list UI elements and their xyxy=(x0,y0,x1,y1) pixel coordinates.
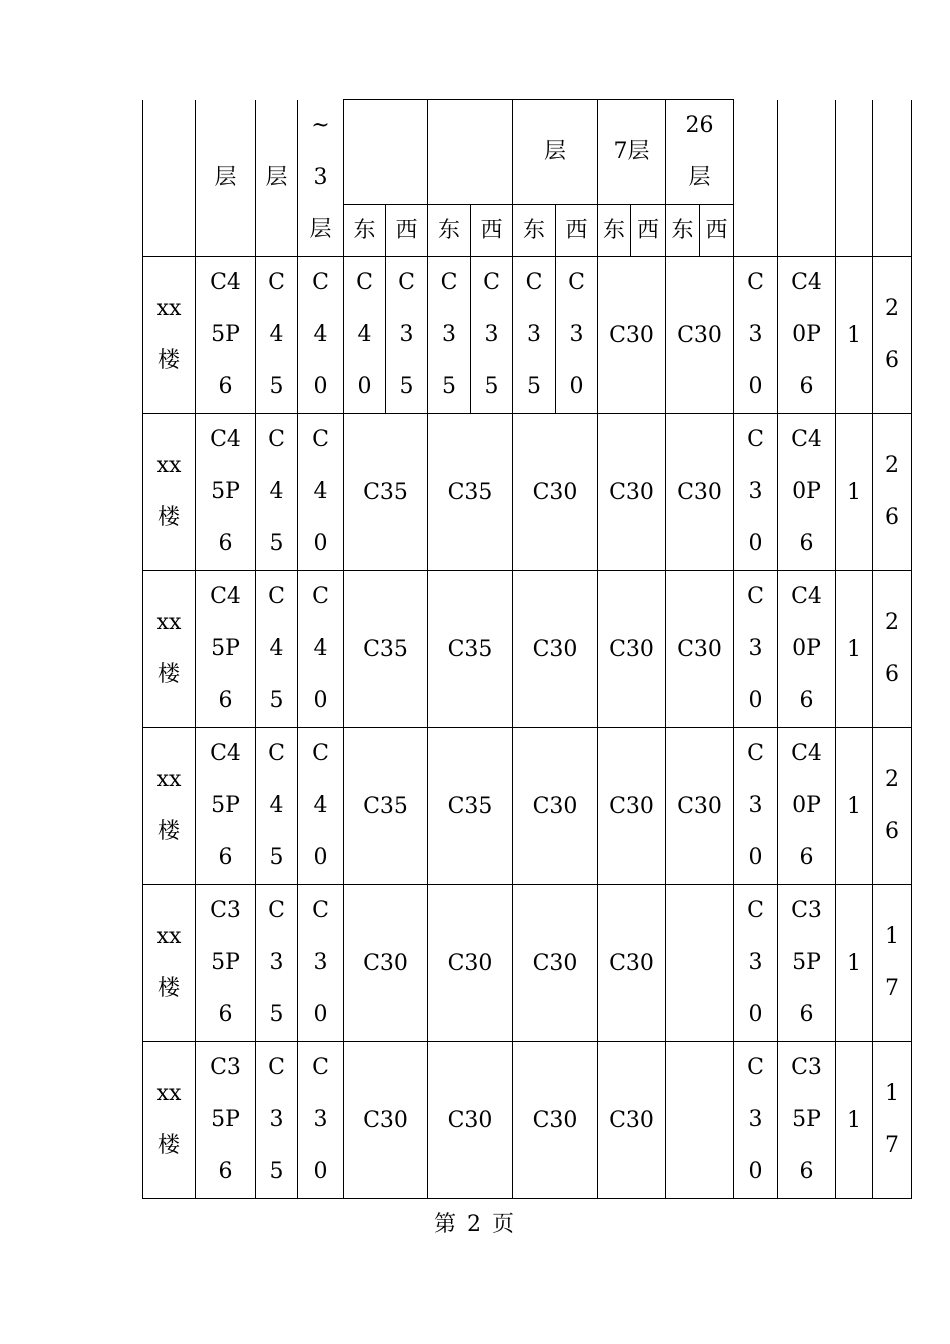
grade-cell-c7 xyxy=(598,885,666,1042)
cell-text: 2 xyxy=(885,453,900,478)
cell-text: C3 xyxy=(210,1055,241,1080)
cell-text: C3 xyxy=(791,1055,822,1080)
cell-text: C30 xyxy=(532,636,578,662)
cell-text: C30 xyxy=(532,950,578,976)
grade-cell-c2 xyxy=(256,1042,298,1199)
grade-cell-c9 xyxy=(734,414,778,571)
cell-text: 0 xyxy=(748,374,763,399)
cell-text: 0 xyxy=(569,374,584,399)
header-subcell-west xyxy=(386,205,428,257)
table-row xyxy=(143,1042,912,1199)
cell-text: C35 xyxy=(447,479,493,505)
cell-text: 4 xyxy=(313,793,328,818)
cell-text: 1 xyxy=(847,322,862,348)
cell-text: 5P xyxy=(211,1107,240,1132)
count-cell xyxy=(836,571,873,728)
cell-text: 5 xyxy=(442,374,456,399)
grade-cell-c1 xyxy=(196,571,256,728)
cell-text: 4 xyxy=(269,636,284,661)
cell-text: 3 xyxy=(748,950,763,975)
cell-text: 6 xyxy=(885,662,900,687)
cell-text: 5 xyxy=(269,845,284,870)
page-number: 第 2 页 xyxy=(434,1212,516,1237)
cell-text: 5 xyxy=(269,531,284,556)
cell-text: 5 xyxy=(269,1159,284,1184)
cell-text: C30 xyxy=(609,479,654,505)
grade-cell-c5 xyxy=(428,1042,513,1199)
grade-cell-c5 xyxy=(428,885,513,1042)
cell-text: ~ xyxy=(311,112,330,138)
cell-text: 层 xyxy=(214,164,237,190)
grade-cell-c6 xyxy=(513,414,598,571)
cell-text: 层 xyxy=(544,139,567,164)
grade-cell-c7 xyxy=(598,414,666,571)
cell-text: 西 xyxy=(565,217,588,243)
cell-text: 3 xyxy=(748,479,763,504)
cell-text: 3 xyxy=(313,950,328,975)
header-subcell-west xyxy=(631,205,666,257)
cell-text: C xyxy=(747,427,764,452)
cell-text: 6 xyxy=(885,505,900,530)
grade-cell-c4 xyxy=(344,414,428,571)
table-row xyxy=(143,414,912,571)
cell-text: 0 xyxy=(357,374,372,399)
grade-cell-c3 xyxy=(298,1042,344,1199)
cell-text: 6 xyxy=(885,819,900,844)
cell-text: C4 xyxy=(210,427,241,452)
cell-text: C30 xyxy=(532,479,578,505)
cell-text: C35 xyxy=(363,793,408,819)
grade-cell-c8 xyxy=(666,885,734,1042)
cell-text: C4 xyxy=(791,270,822,295)
cell-text: 6 xyxy=(799,531,814,556)
cell-text: 5 xyxy=(269,1002,284,1027)
building-name-cell xyxy=(143,728,196,885)
cell-text: 0P xyxy=(792,322,821,347)
building-name-cell xyxy=(143,885,196,1042)
cell-text: C xyxy=(312,898,329,923)
grade-cell-c8 xyxy=(666,571,734,728)
grade-cell-c9 xyxy=(734,257,778,414)
cell-text: 3 xyxy=(748,322,763,347)
grade-subcell xyxy=(386,257,428,414)
cell-text: C xyxy=(568,270,585,295)
cell-text: 西 xyxy=(637,217,660,243)
header-cell-c5 xyxy=(428,100,513,205)
cell-text: 0P xyxy=(792,793,821,818)
cell-text: C4 xyxy=(791,741,822,766)
cell-text: 6 xyxy=(218,688,233,713)
grade-cell-c9 xyxy=(734,728,778,885)
count-cell xyxy=(836,728,873,885)
cell-text: C xyxy=(525,270,543,295)
cell-text: 6 xyxy=(218,1002,233,1027)
grade-cell-c1 xyxy=(196,885,256,1042)
cell-text: 0 xyxy=(313,845,328,870)
cell-text: xx xyxy=(156,767,182,792)
cell-text: 6 xyxy=(799,1159,814,1184)
cell-text: C xyxy=(747,584,764,609)
cell-text: C30 xyxy=(532,793,578,819)
floors-cell xyxy=(873,571,912,728)
cell-text: C30 xyxy=(447,950,493,976)
grade-cell-c2 xyxy=(256,414,298,571)
cell-text: 东 xyxy=(353,217,376,243)
grade-cell-c8 xyxy=(666,728,734,885)
table-row xyxy=(143,571,912,728)
cell-text: 东 xyxy=(522,217,545,243)
cell-text: 0P xyxy=(792,479,821,504)
cell-text: 6 xyxy=(799,1002,814,1027)
cell-text: 4 xyxy=(269,479,284,504)
grade-subcell xyxy=(556,257,598,414)
cell-text: C xyxy=(747,741,764,766)
cell-text: 2 xyxy=(885,296,900,321)
header-cell-c11 xyxy=(836,100,873,257)
cell-text: C xyxy=(312,1055,329,1080)
cell-text: C4 xyxy=(210,270,241,295)
cell-text: C xyxy=(398,270,415,295)
cell-text: 0 xyxy=(313,374,328,399)
cell-text: 6 xyxy=(885,348,900,373)
header-cell-c8 xyxy=(666,100,734,205)
grade-cell-c2 xyxy=(256,728,298,885)
cell-text: 3 xyxy=(748,793,763,818)
cell-text: 1 xyxy=(885,924,900,949)
cell-text: C4 xyxy=(791,584,822,609)
cell-text: 东 xyxy=(603,217,626,243)
cell-text: 1 xyxy=(847,793,862,819)
cell-text: 5 xyxy=(269,688,284,713)
cell-text: 西 xyxy=(480,217,503,243)
cell-text: 0 xyxy=(313,688,328,713)
cell-text: 5 xyxy=(269,374,284,399)
cell-text: 6 xyxy=(218,1159,233,1184)
cell-text: C4 xyxy=(210,741,241,766)
cell-text: 5P xyxy=(211,479,240,504)
cell-text: C xyxy=(312,584,329,609)
cell-text: C xyxy=(268,584,285,609)
grade-cell-c8 xyxy=(666,414,734,571)
grade-cell-c3 xyxy=(298,728,344,885)
cell-text: xx xyxy=(156,1081,182,1106)
cell-text: 0 xyxy=(748,531,763,556)
cell-text: 7 xyxy=(885,976,900,1001)
table-row xyxy=(143,885,912,1042)
header-cell-name xyxy=(143,100,196,257)
cell-text: 3 xyxy=(527,322,541,347)
grade-cell-c2 xyxy=(256,571,298,728)
header-subcell-west xyxy=(471,205,513,257)
cell-text: 楼 xyxy=(157,1133,180,1158)
cell-text: 5P xyxy=(211,636,240,661)
grade-subcell xyxy=(471,257,513,414)
grade-cell-c4 xyxy=(344,571,428,728)
cell-text: C30 xyxy=(677,479,722,505)
grade-cell-c1 xyxy=(196,414,256,571)
grade-cell-c10 xyxy=(778,571,836,728)
header-cell-c10 xyxy=(778,100,836,257)
cell-text: 0P xyxy=(792,636,821,661)
cell-text: 2 xyxy=(885,610,900,635)
cell-text: 楼 xyxy=(157,505,180,530)
cell-text: C xyxy=(312,270,329,295)
cell-text: 6 xyxy=(218,531,233,556)
cell-text: C4 xyxy=(210,584,241,609)
grade-cell-c6 xyxy=(513,571,598,728)
grade-cell-c3 xyxy=(298,257,344,414)
cell-text: C35 xyxy=(447,793,493,819)
floors-cell xyxy=(873,885,912,1042)
cell-text: 3 xyxy=(748,636,763,661)
cell-text: 6 xyxy=(218,374,233,399)
grade-cell-c4 xyxy=(344,885,428,1042)
cell-text: 4 xyxy=(313,636,328,661)
count-cell xyxy=(836,257,873,414)
cell-text: 0 xyxy=(313,1002,328,1027)
cell-text: C3 xyxy=(791,898,822,923)
grade-cell-c10 xyxy=(778,1042,836,1199)
cell-text: C30 xyxy=(609,322,654,348)
cell-text: 0 xyxy=(748,1159,763,1184)
grade-cell-c3 xyxy=(298,571,344,728)
cell-text: C30 xyxy=(609,950,654,976)
header-subcell-east xyxy=(513,205,556,257)
cell-text: C xyxy=(268,427,285,452)
cell-text: C30 xyxy=(677,322,722,348)
header-cell-c9 xyxy=(734,100,778,257)
cell-text: 0 xyxy=(748,688,763,713)
grade-cell-c6 xyxy=(513,728,598,885)
cell-text: 0 xyxy=(748,845,763,870)
cell-text: 4 xyxy=(269,793,284,818)
grade-subcell xyxy=(513,257,556,414)
cell-text: 5 xyxy=(527,374,541,399)
cell-text: 西 xyxy=(705,217,728,243)
floors-cell xyxy=(873,414,912,571)
grade-cell-c5 xyxy=(428,414,513,571)
grade-cell-c5 xyxy=(428,728,513,885)
grade-cell-c5 xyxy=(428,571,513,728)
cell-text: 0 xyxy=(313,1159,328,1184)
building-name-cell xyxy=(143,257,196,414)
count-cell xyxy=(836,414,873,571)
table-row xyxy=(143,728,912,885)
grade-cell-c9 xyxy=(734,1042,778,1199)
grade-cell-c7 xyxy=(598,571,666,728)
cell-text: C xyxy=(268,741,285,766)
cell-text: 东 xyxy=(437,217,460,243)
cell-text: 5P xyxy=(211,793,240,818)
header-subcell-west xyxy=(700,205,734,257)
cell-text: 5P xyxy=(211,322,240,347)
cell-text: 5 xyxy=(484,374,499,399)
cell-text: 0 xyxy=(748,1002,763,1027)
header-subcell-east xyxy=(666,205,700,257)
cell-text: 4 xyxy=(313,322,328,347)
cell-text: C35 xyxy=(447,636,493,662)
grade-cell-c6 xyxy=(513,1042,598,1199)
cell-text: 西 xyxy=(395,217,418,243)
header-cell-c12 xyxy=(873,100,912,257)
concrete-grade-table xyxy=(142,99,912,1199)
cell-text: C30 xyxy=(532,1107,578,1133)
cell-text: C35 xyxy=(363,636,408,662)
grade-cell-c8 xyxy=(666,257,734,414)
grade-cell-c7 xyxy=(598,1042,666,1199)
cell-text: 3 xyxy=(748,1107,763,1132)
cell-text: C xyxy=(440,270,458,295)
grade-cell-c1 xyxy=(196,257,256,414)
grade-cell-c9 xyxy=(734,571,778,728)
cell-text: C xyxy=(747,270,764,295)
cell-text: C xyxy=(268,270,285,295)
count-cell xyxy=(836,885,873,1042)
cell-text: 6 xyxy=(799,374,814,399)
cell-text: C30 xyxy=(363,1107,408,1133)
grade-cell-c10 xyxy=(778,257,836,414)
cell-text: 2 xyxy=(885,767,900,792)
cell-text: 东 xyxy=(671,217,694,243)
cell-text: xx xyxy=(156,610,182,635)
cell-text: C xyxy=(483,270,500,295)
grade-cell-c1 xyxy=(196,728,256,885)
cell-text: 层 xyxy=(309,216,332,242)
header-subcell-west xyxy=(556,205,598,257)
grade-cell-c7 xyxy=(598,728,666,885)
cell-text: 1 xyxy=(847,479,862,505)
cell-text: C xyxy=(747,898,764,923)
cell-text: 楼 xyxy=(157,819,180,844)
grade-cell-c2 xyxy=(256,885,298,1042)
grade-cell-c4 xyxy=(344,1042,428,1199)
cell-text: C30 xyxy=(609,1107,654,1133)
cell-text: 3 xyxy=(269,950,284,975)
cell-text: C xyxy=(312,427,329,452)
cell-text: xx xyxy=(156,453,182,478)
header-cell-c3 xyxy=(298,100,344,257)
cell-text: 7 xyxy=(885,1133,900,1158)
cell-text: 4 xyxy=(357,322,372,347)
cell-text: 4 xyxy=(269,322,284,347)
cell-text: C30 xyxy=(677,636,722,662)
cell-text: 5P xyxy=(792,950,821,975)
cell-text: C xyxy=(268,1055,285,1080)
cell-text: C35 xyxy=(363,479,408,505)
header-cell-c1 xyxy=(196,100,256,257)
grade-cell-c6 xyxy=(513,885,598,1042)
building-name-cell xyxy=(143,414,196,571)
cell-text: 1 xyxy=(847,636,862,662)
floors-cell xyxy=(873,728,912,885)
cell-text: 7层 xyxy=(613,139,650,164)
grade-cell-c10 xyxy=(778,728,836,885)
cell-text: xx xyxy=(156,296,182,321)
floors-cell xyxy=(873,1042,912,1199)
header-cell-c4 xyxy=(344,100,428,205)
cell-text: 层 xyxy=(688,165,711,190)
cell-text: 3 xyxy=(484,322,499,347)
cell-text: 3 xyxy=(313,164,328,190)
cell-text: C30 xyxy=(363,950,408,976)
cell-text: 3 xyxy=(269,1107,284,1132)
cell-text: xx xyxy=(156,924,182,949)
table-row xyxy=(143,257,912,414)
grade-cell-c8 xyxy=(666,1042,734,1199)
cell-text: 1 xyxy=(847,950,862,976)
cell-text: 5P xyxy=(211,950,240,975)
cell-text: 6 xyxy=(218,845,233,870)
cell-text: 3 xyxy=(399,322,414,347)
cell-text: C xyxy=(356,270,373,295)
cell-text: C xyxy=(747,1055,764,1080)
grade-cell-c3 xyxy=(298,885,344,1042)
cell-text: 6 xyxy=(799,845,814,870)
cell-text: C30 xyxy=(447,1107,493,1133)
cell-text: 1 xyxy=(847,1107,862,1133)
header-cell-c7 xyxy=(598,100,666,205)
cell-text: 层 xyxy=(265,164,288,190)
cell-text: C xyxy=(312,741,329,766)
grade-subcell xyxy=(428,257,471,414)
cell-text: C3 xyxy=(210,898,241,923)
grade-cell-c9 xyxy=(734,885,778,1042)
header-subcell-east xyxy=(344,205,386,257)
cell-text: 楼 xyxy=(157,662,180,687)
grade-cell-c2 xyxy=(256,257,298,414)
header-subcell-east xyxy=(598,205,631,257)
grade-subcell xyxy=(344,257,386,414)
cell-text: 6 xyxy=(799,688,814,713)
cell-text: C xyxy=(268,898,285,923)
grade-cell-c10 xyxy=(778,414,836,571)
floors-cell xyxy=(873,257,912,414)
cell-text: 3 xyxy=(569,322,584,347)
cell-text: 3 xyxy=(442,322,456,347)
cell-text: 楼 xyxy=(157,348,180,373)
cell-text: 4 xyxy=(313,479,328,504)
count-cell xyxy=(836,1042,873,1199)
cell-text: C30 xyxy=(609,793,654,819)
cell-text: 5P xyxy=(792,1107,821,1132)
cell-text: 26 xyxy=(685,113,714,138)
cell-text: 0 xyxy=(313,531,328,556)
cell-text: 3 xyxy=(313,1107,328,1132)
building-name-cell xyxy=(143,571,196,728)
grade-cell-c10 xyxy=(778,885,836,1042)
cell-text: C30 xyxy=(609,636,654,662)
header-cell-c2 xyxy=(256,100,298,257)
cell-text: C30 xyxy=(677,793,722,819)
header-subcell-east xyxy=(428,205,471,257)
cell-text: 5 xyxy=(399,374,414,399)
cell-text: C4 xyxy=(791,427,822,452)
grade-cell-c1 xyxy=(196,1042,256,1199)
grade-cell-c7 xyxy=(598,257,666,414)
cell-text: 1 xyxy=(885,1081,900,1106)
grade-cell-c3 xyxy=(298,414,344,571)
cell-text: 楼 xyxy=(157,976,180,1001)
header-cell-c6 xyxy=(513,100,598,205)
building-name-cell xyxy=(143,1042,196,1199)
grade-cell-c4 xyxy=(344,728,428,885)
